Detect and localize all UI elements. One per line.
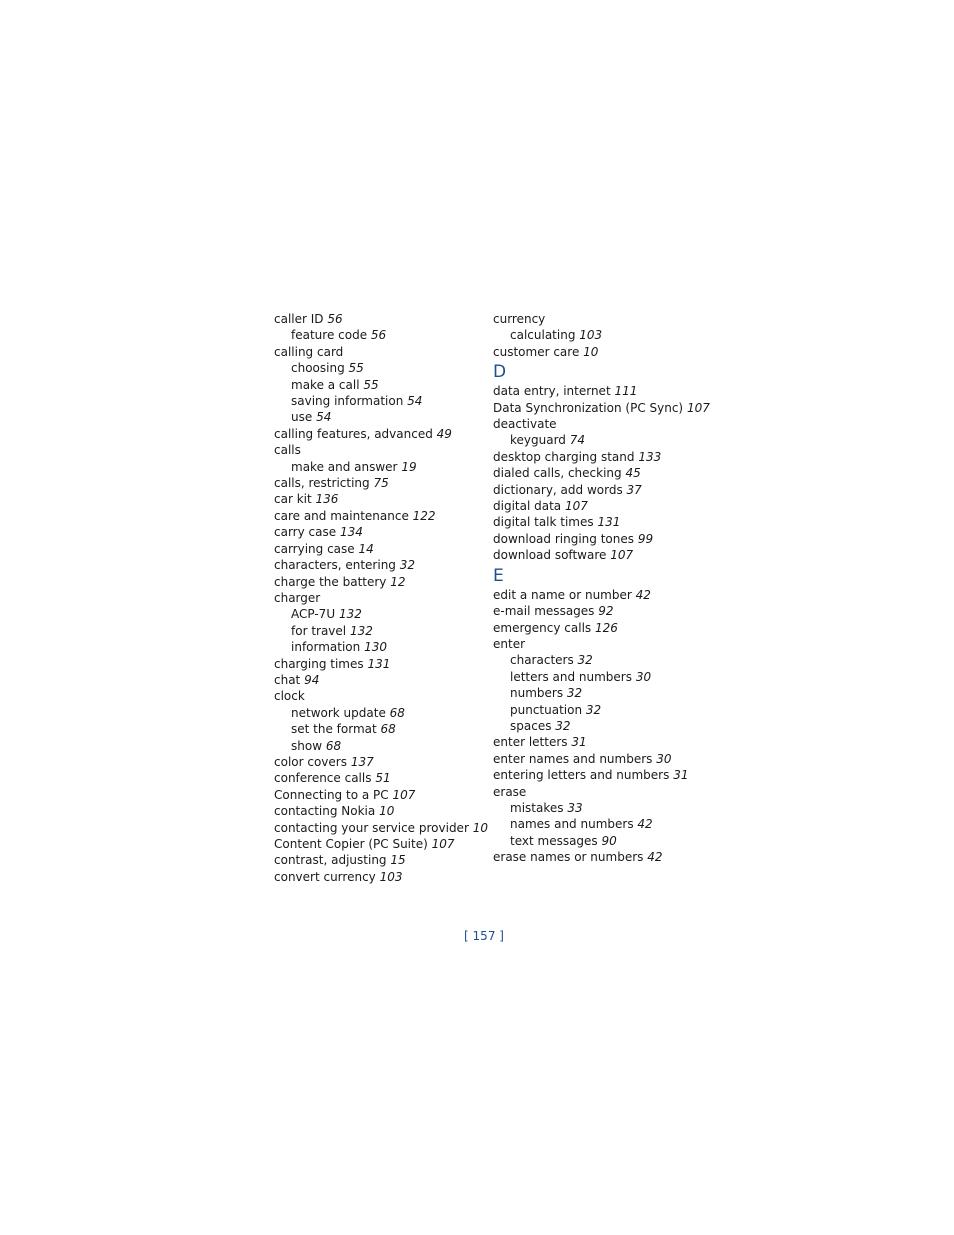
index-term: use [291, 410, 313, 425]
page-reference: 49 [436, 426, 452, 441]
index-subentry [274, 738, 479, 754]
index-term: make a call [291, 377, 360, 392]
index-subentry [274, 327, 479, 343]
page-reference: 107 [610, 548, 634, 563]
index-subentry [493, 800, 708, 816]
index-subentry [493, 816, 708, 832]
index-term: network update [291, 705, 386, 720]
page-reference: 37 [626, 482, 642, 497]
page-reference: 54 [316, 410, 332, 425]
page-reference: 10 [379, 804, 395, 819]
index-term: enter [493, 636, 526, 651]
index-subentry [493, 702, 708, 718]
section-letter: E [493, 565, 504, 586]
page-reference: 45 [625, 466, 641, 481]
page-reference: 42 [637, 817, 653, 832]
index-subentry [274, 360, 479, 376]
page-reference: 32 [577, 653, 593, 668]
index-term: convert currency [274, 869, 376, 884]
index-entry [493, 311, 708, 327]
index-term: Connecting to a PC [274, 787, 389, 802]
index-term: color covers [274, 754, 347, 769]
index-entry [274, 787, 479, 803]
index-subentry [274, 409, 479, 425]
page-reference: 56 [370, 328, 387, 343]
index-entry [274, 426, 479, 442]
index-entry [274, 574, 479, 590]
page-reference: 55 [348, 361, 364, 376]
index-term: car kit [274, 492, 312, 507]
index-term: calculating [510, 328, 576, 343]
index-entry [274, 491, 479, 507]
index-entry [274, 688, 479, 704]
page-reference: 130 [364, 640, 387, 655]
index-term: Content Copier (PC Suite) [274, 837, 428, 851]
index-subentry [493, 685, 708, 701]
page-number: [ 157 ] [464, 929, 504, 943]
page-reference: 68 [325, 738, 342, 753]
page-reference: 99 [637, 531, 654, 546]
index-term: charging times [274, 656, 364, 671]
page-reference: 131 [597, 515, 621, 530]
index-term: digital talk times [493, 515, 594, 530]
page-reference: 75 [373, 476, 389, 491]
index-term: caller ID [274, 312, 324, 326]
index-entry [274, 541, 479, 557]
index-entry [274, 672, 479, 688]
index-term: download software [493, 548, 607, 563]
index-entry [274, 508, 479, 524]
page-reference: 51 [375, 771, 391, 786]
index-entry [493, 734, 708, 750]
index-entry [274, 656, 479, 672]
index-column-right [493, 311, 708, 866]
index-subentry [274, 639, 479, 655]
index-term: carry case [274, 525, 337, 540]
page-reference: 54 [407, 394, 423, 409]
page-reference: 131 [367, 656, 391, 671]
index-entry [493, 620, 708, 636]
index-term: enter names and numbers [493, 751, 653, 766]
index-term: make and answer [291, 459, 398, 474]
index-subentry [274, 459, 479, 475]
page-reference: 56 [327, 312, 343, 326]
index-term: set the format [291, 722, 377, 737]
page-reference: 14 [358, 541, 374, 556]
page-reference: 30 [656, 751, 672, 766]
page-reference: 74 [569, 433, 586, 448]
index-entry [274, 803, 479, 819]
page-reference: 111 [614, 384, 638, 399]
page-reference: 68 [380, 722, 396, 737]
index-subentry [274, 393, 479, 409]
index-entry [274, 770, 479, 786]
page-reference: 31 [673, 768, 689, 783]
index-subentry [493, 718, 708, 734]
page-reference: 10 [583, 344, 599, 359]
page-reference: 33 [567, 800, 583, 815]
index-entry [274, 590, 479, 606]
index-term: e-mail messages [493, 604, 595, 619]
index-term: erase names or numbers [493, 850, 644, 865]
index-term: download ringing tones [493, 531, 634, 546]
page-reference: 15 [390, 853, 406, 868]
page-reference: 32 [585, 702, 602, 717]
index-term: contacting Nokia [274, 804, 376, 819]
page-reference: 10 [472, 820, 488, 835]
page-reference: 137 [350, 754, 374, 769]
index-term: edit a name or number [493, 587, 632, 602]
page-reference: 132 [338, 607, 362, 622]
page-reference: 122 [412, 508, 436, 523]
index-entry [493, 449, 708, 465]
index-term: erase [493, 784, 527, 799]
index-column-left [274, 311, 488, 885]
index-entry [274, 869, 479, 885]
index-term: numbers [510, 686, 564, 701]
index-term: saving information [291, 394, 404, 409]
index-term: for travel [291, 623, 347, 638]
page-reference: 68 [389, 705, 405, 720]
index-term: characters, entering [274, 558, 396, 573]
index-entry [493, 498, 708, 514]
index-entry [493, 587, 708, 603]
index-entry [493, 547, 708, 563]
index-entry [274, 852, 479, 868]
index-subentry [493, 652, 708, 668]
index-term: customer care [493, 344, 580, 359]
page-reference: 31 [571, 735, 587, 750]
index-term: punctuation [510, 702, 583, 717]
index-term: mistakes [510, 800, 564, 815]
index-entry [274, 475, 479, 491]
index-subentry [493, 327, 708, 343]
index-entry [493, 514, 708, 530]
index-term: contacting your service provider [274, 820, 469, 835]
page-reference: 32 [566, 686, 583, 701]
index-term: names and numbers [510, 817, 634, 832]
page-reference: 55 [363, 377, 379, 392]
index-subentry [274, 606, 479, 622]
index-term: chat [274, 672, 301, 687]
index-term: currency [493, 312, 546, 326]
index-term: show [291, 738, 323, 753]
page-reference: 94 [304, 672, 320, 687]
page-reference: 103 [579, 328, 603, 343]
index-term: conference calls [274, 771, 372, 786]
page-reference: 107 [564, 499, 588, 514]
index-entry [274, 557, 479, 573]
index-term: choosing [291, 361, 345, 376]
index-entry [274, 836, 479, 852]
index-term: carrying case [274, 541, 355, 556]
page-reference: 19 [401, 459, 417, 474]
index-subentry [493, 833, 708, 849]
index-entry [493, 751, 708, 767]
page-reference: 107 [686, 400, 710, 415]
index-term: enter letters [493, 735, 568, 750]
page-reference: 126 [595, 620, 618, 635]
page-reference: 42 [647, 850, 663, 865]
index-entry [493, 344, 708, 360]
page-reference: 136 [315, 492, 339, 507]
index-subentry [274, 623, 479, 639]
index-entry [274, 754, 479, 770]
index-entry [274, 311, 479, 327]
index-term: contrast, adjusting [274, 853, 387, 868]
index-entry [274, 344, 479, 360]
index-entry [493, 482, 708, 498]
page-reference: 12 [390, 574, 406, 589]
index-entry [493, 636, 708, 652]
index-entry [493, 849, 708, 865]
page-reference: 133 [638, 449, 662, 464]
index-subentry [493, 669, 708, 685]
index-entry [274, 524, 479, 540]
page-reference: 92 [598, 604, 614, 619]
page-reference: 134 [339, 525, 363, 540]
page-reference: 42 [635, 587, 651, 602]
index-term: deactivate [493, 417, 557, 432]
page-reference: 107 [392, 787, 416, 802]
index-term: care and maintenance [274, 508, 409, 523]
index-term: dialed calls, checking [493, 466, 622, 481]
index-term: desktop charging stand [493, 449, 635, 464]
index-subentry [274, 721, 479, 737]
index-term: calls [274, 443, 301, 458]
index-entry [493, 531, 708, 547]
index-term: data entry, internet [493, 384, 611, 399]
index-entry [493, 465, 708, 481]
index-term: ACP-7U [291, 607, 336, 622]
page-reference: 132 [349, 623, 373, 638]
index-subentry [274, 705, 479, 721]
index-term: spaces [510, 718, 552, 733]
index-term: dictionary, add words [493, 482, 623, 497]
index-entry [493, 603, 708, 619]
index-term: calling features, advanced [274, 426, 433, 441]
index-entry [493, 400, 708, 416]
index-term: calling card [274, 344, 344, 359]
index-term: feature code [291, 328, 368, 343]
index-term: entering letters and numbers [493, 768, 670, 783]
index-term: calls, restricting [274, 476, 370, 491]
section-letter: D [493, 362, 507, 383]
index-term: clock [274, 689, 305, 704]
index-term: information [291, 640, 361, 655]
index-entry [493, 767, 708, 783]
index-entry [493, 416, 708, 432]
page-reference: 32 [399, 558, 416, 573]
index-term: emergency calls [493, 620, 592, 635]
index-term: charge the battery [274, 574, 387, 589]
page-reference: 103 [379, 869, 403, 884]
page-reference: 90 [601, 833, 617, 848]
index-term: Data Synchronization (PC Sync) [493, 400, 684, 415]
index-entry [493, 784, 708, 800]
page-reference: 107 [431, 837, 455, 851]
index-term: letters and numbers [510, 669, 632, 684]
index-entry [493, 383, 708, 399]
index-term: text messages [510, 833, 598, 848]
page-reference: 30 [635, 669, 652, 684]
index-subentry [493, 432, 708, 448]
index-subentry [274, 377, 479, 393]
page-reference: 32 [555, 718, 571, 733]
index-term: charger [274, 590, 321, 605]
index-entry [274, 820, 488, 836]
index-term: digital data [493, 499, 562, 514]
index-entry [274, 442, 479, 458]
index-term: keyguard [510, 433, 566, 448]
index-term: characters [510, 653, 574, 668]
